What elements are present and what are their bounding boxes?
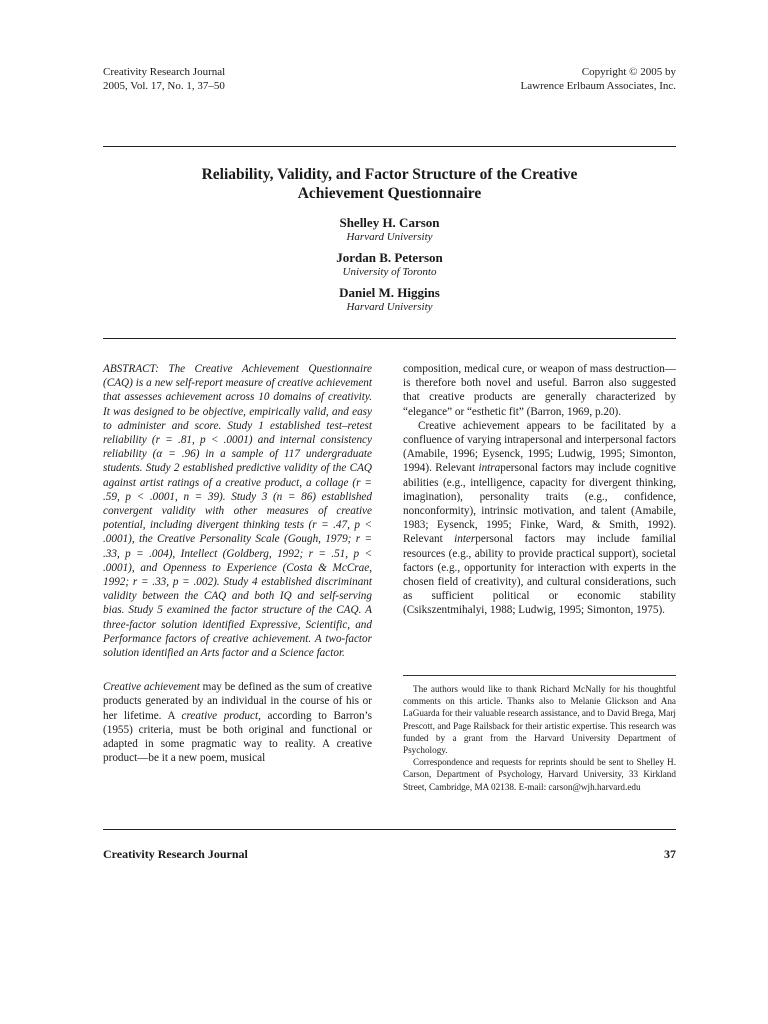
footnote-divider xyxy=(403,675,676,676)
intro-text-2: according to Barron’s (1955) criteria, must be both original and functional or adapted in some pragmatic way to reality. A creative product—be it a new poem, musical xyxy=(103,709,372,765)
author-2 xyxy=(103,250,676,279)
term-intra: intra xyxy=(478,462,501,475)
header-publisher: Lawrence Erlbaum Associates, Inc. xyxy=(520,79,676,92)
author-1 xyxy=(103,215,676,244)
header-citation: 2005, Vol. 17, No. 1, 37–50 xyxy=(103,79,225,92)
term-creative-achievement: Creative achievement xyxy=(103,681,200,694)
footer-journal: Creativity Research Journal xyxy=(103,847,248,861)
abstract: ABSTRACT: The Creative Achievement Questionnaire (CAQ) is a new self-report measure of creative achievement that assesses achievement across 10 domains of creativity. It was designed to be objective, empirically valid, and easy to administer and score. Study 1 established test–retest reliability (r = .81, p < .0001) and internal consistency reliability (α = .96) in a sample of 117 undergraduate students. Study 2 established predictive validity of the CAQ against artist ratings of a creative product, a collage (r = .59, p < .0001, n = 39). Study 3 (n = 86) established convergent validity with other measures of creative potential, including divergent thinking tests (r = .47, p < .0001), the Creative Personality Scale (Gough, 1979; r = .33, p = .004), Intellect (Goldberg, 1992; r = .51, p < .0001), and Openness to Experience (Costa & McCrae, 1992; r = .33, p = .002). Study 4 established discriminant validity between the CAQ and both IQ and self-serving bias. Study 5 examined the factor structure of the CAQ. A three-factor solution identified Expressive, Scientific, and Performance factors of creative achievement. A two-factor solution identified an Arts factor and a Science factor. xyxy=(103,363,372,660)
author-name: Daniel M. Higgins xyxy=(339,285,440,300)
header-journal: Creativity Research Journal xyxy=(103,66,226,78)
author-block xyxy=(103,215,676,320)
author-affiliation: Harvard University xyxy=(346,301,433,313)
top-divider xyxy=(103,146,676,147)
intro-paragraph xyxy=(103,680,372,765)
author-affiliation: Harvard University xyxy=(346,231,433,243)
title-line-2: Achievement Questionnaire xyxy=(297,185,482,202)
acknowledgements-footnote: The authors would like to thank Richard McNally for his thoughtful comments on this article. Thanks also to Melanie Glickson and Ana LaGuarda for their valuable research assistance, and to David Brega, Marj Prescott, and Page Railsback for their artistic expertise. This research was funded by a grant from the Harvard University Department of Psychology. xyxy=(403,684,676,756)
factors-text-b: personal factors may include cognitive abilities (e.g., intelligence, capacity for divergent thinking, imagination), personality traits (e.g., confidence, nonconformity), intrinsic motivation, and talent (Amabile, 1983; Eysenck, 1995; Finke, Ward, & Smith, 1992). Relevant xyxy=(403,462,676,546)
intro-text-1: may be defined as the sum of creative products generated by an individual in the course of his or her lifetime. A xyxy=(103,681,372,722)
factors-paragraph xyxy=(403,419,676,618)
term-inter: inter xyxy=(454,533,476,546)
author-name: Jordan B. Peterson xyxy=(336,250,443,265)
right-column xyxy=(403,362,676,618)
header-copyright: Copyright © 2005 by xyxy=(581,66,676,78)
author-name: Shelley H. Carson xyxy=(339,215,440,230)
footnotes xyxy=(403,683,676,793)
page-number: 37 xyxy=(664,847,676,861)
term-creative-product: creative product, xyxy=(181,709,261,722)
left-column xyxy=(103,362,372,765)
paper-title xyxy=(103,165,676,203)
title-line-1: Reliability, Validity, and Factor Structure of the Creative xyxy=(201,166,578,183)
running-header-left xyxy=(103,66,225,93)
footer-divider xyxy=(103,829,676,830)
author-affiliation: University of Toronto xyxy=(342,266,437,278)
factors-text-a: Creative achievement appears to be facilitated by a confluence of varying intrapersonal and interpersonal factors (Amabile, 1996; Eysenck, 1995; Ludwig, 1995; Simonton, 1994). Relevant xyxy=(403,419,676,475)
running-header-right xyxy=(521,66,676,93)
continued-paragraph: composition, medical cure, or weapon of mass destruction—is therefore both novel and useful. Barron also suggested that creative products are generally characterized by “elegance” or “esthetic fit” (Barron, 1969, p.20). xyxy=(403,363,676,418)
correspondence-footnote: Correspondence and requests for reprints should be sent to Shelley H. Carson, Department of Psychology, Harvard University, 33 Kirkland Street, Cambridge, MA 02138. E-mail: carson@wjh.harvard.edu xyxy=(403,757,676,792)
abstract-divider xyxy=(103,338,676,339)
author-3 xyxy=(103,285,676,314)
factors-text-c: personal factors may include familial resources (e.g., ability to provide practical support), societal factors (e.g., opportunity for interaction with experts in the chosen field of creativity), and cultural considerations, such as sufficient political or economic stability (Csikszentmihalyi, 1988; Ludwig, 1995; Simonton, 1975). xyxy=(403,533,676,617)
